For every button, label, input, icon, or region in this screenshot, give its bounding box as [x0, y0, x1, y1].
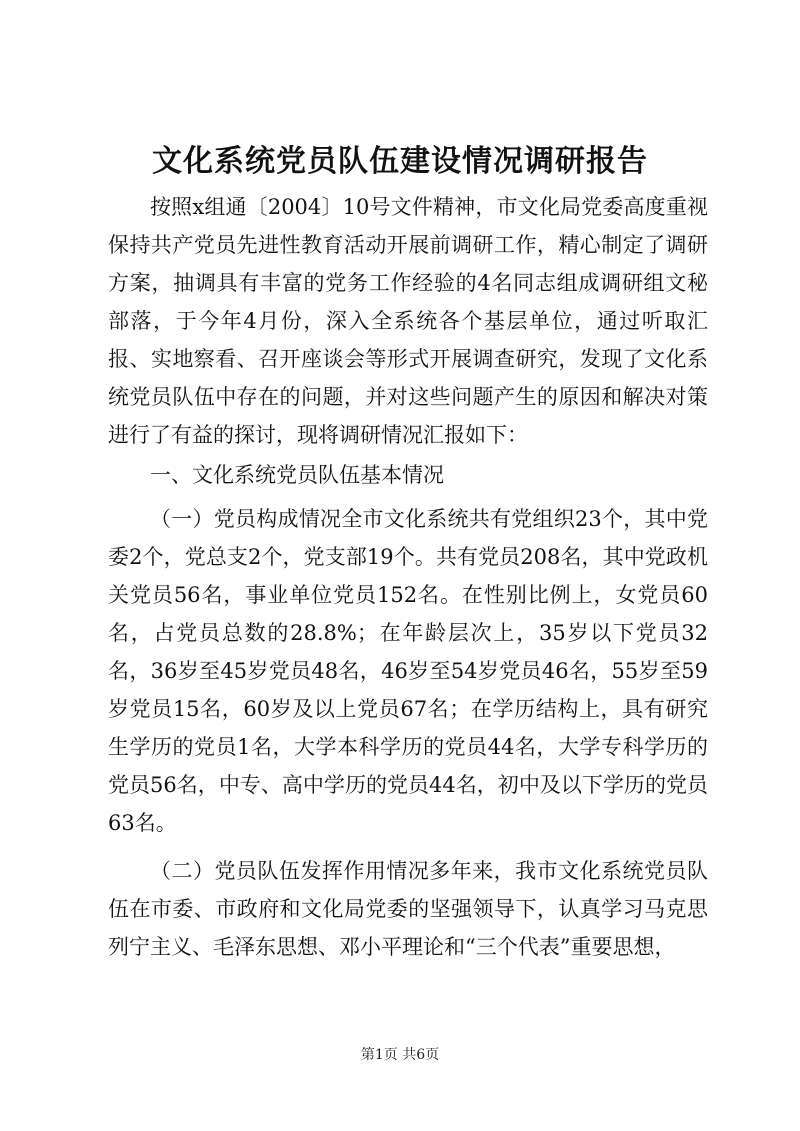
- document-body: [108, 188, 708, 966]
- role-paragraph: （二）党员队伍发挥作用情况多年来，我市文化系统党员队伍在市委、市政府和文化局党委的坚强领导下，认真学习马克思列宁主义、毛泽东思想、邓小平理论和“三个代表”重要思想，: [108, 859, 708, 959]
- document-title: 文化系统党员队伍建设情况调研报告: [152, 144, 648, 179]
- membership-paragraph: （一）党员构成情况全市文化系统共有党组织23个，其中党委2个，党总支2个，党支部19个。共有党员208名，其中党政机关党员56名，事业单位党员152名。在性别比例上，女党员60名，占党员总数的28.8%；在年龄层次上，35岁以下党员32名，36岁至45岁党员48名，46岁至54岁党员46名，55岁至59岁党员15名，60岁及以上党员67名；在学历结构上，具有研究生学历的党员1名，大学本科学历的党员44名，大学专科学历的党员56名，中专、高中学历的党员44名，初中及以下学历的党员63名。: [108, 507, 708, 835]
- intro-paragraph: 按照x组通〔2004〕10号文件精神，市文化局党委高度重视保持共产党员先进性教育活动开展前调研工作，精心制定了调研方案，抽调具有丰富的党务工作经验的4名同志组成调研组文秘部落，于今年4月份，深入全系统各个基层单位，通过听取汇报、实地察看、召开座谈会等形式开展调查研究，发现了文化系统党员队伍中存在的问题，并对这些问题产生的原因和解决对策进行了有益的探讨，现将调研情况汇报如下：: [108, 195, 708, 447]
- page-number: 第1页 共6页: [360, 1047, 440, 1063]
- page-footer: [0, 1045, 800, 1065]
- section-heading: 一、文化系统党员队伍基本情况: [150, 463, 444, 487]
